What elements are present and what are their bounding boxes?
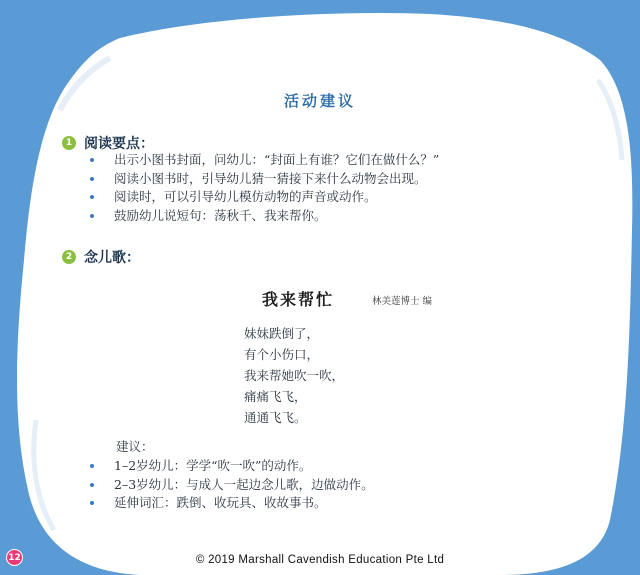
section-rhyme-heading bbox=[62, 247, 140, 267]
list-item: 阅读小图书时，引导幼儿猜一猜接下来什么动物会出现。 bbox=[88, 170, 439, 189]
list-item: 1–2岁幼儿：学学“吹一吹”的动作。 bbox=[88, 457, 374, 476]
poem-line: 痛痛飞飞， bbox=[244, 389, 307, 404]
list-item: 延伸词汇：跌倒、收玩具、收故事书。 bbox=[88, 494, 374, 513]
page-title: 活动建议 bbox=[283, 92, 356, 110]
section-reading-heading bbox=[62, 133, 154, 153]
poem-line: 有个小伤口， bbox=[244, 347, 320, 362]
section-heading-text: 念儿歌： bbox=[84, 250, 140, 266]
section-heading-text: 阅读要点： bbox=[84, 136, 154, 152]
poem-line: 我来帮她吹一吹， bbox=[244, 368, 345, 383]
section-number-badge: 1 bbox=[62, 136, 76, 150]
list-item: 阅读时，可以引导幼儿模仿动物的声音或动作。 bbox=[88, 188, 439, 207]
suggestions-list bbox=[88, 457, 374, 513]
poem-author: 林美莲博士 编 bbox=[372, 296, 433, 307]
reading-points-list bbox=[88, 151, 439, 225]
list-item: 鼓励幼儿说短句：荡秋千、我来帮你。 bbox=[88, 207, 439, 226]
copyright-text: © 2019 Marshall Cavendish Education Pte Ltd bbox=[195, 554, 445, 566]
poem-body bbox=[244, 323, 344, 428]
poem-line: 通通飞飞。 bbox=[244, 410, 307, 425]
suggestion-label: 建议： bbox=[116, 439, 154, 454]
poem-title: 我来帮忙 bbox=[262, 290, 335, 309]
list-item: 出示小图书封面，问幼儿：“封面上有谁？它们在做什么？” bbox=[88, 151, 439, 170]
section-number-badge: 2 bbox=[62, 250, 76, 264]
poem-line: 妹妹跌倒了， bbox=[244, 326, 320, 341]
list-item: 2–3岁幼儿：与成人一起边念儿歌，边做动作。 bbox=[88, 476, 374, 495]
page-number-badge: 12 bbox=[6, 549, 23, 566]
